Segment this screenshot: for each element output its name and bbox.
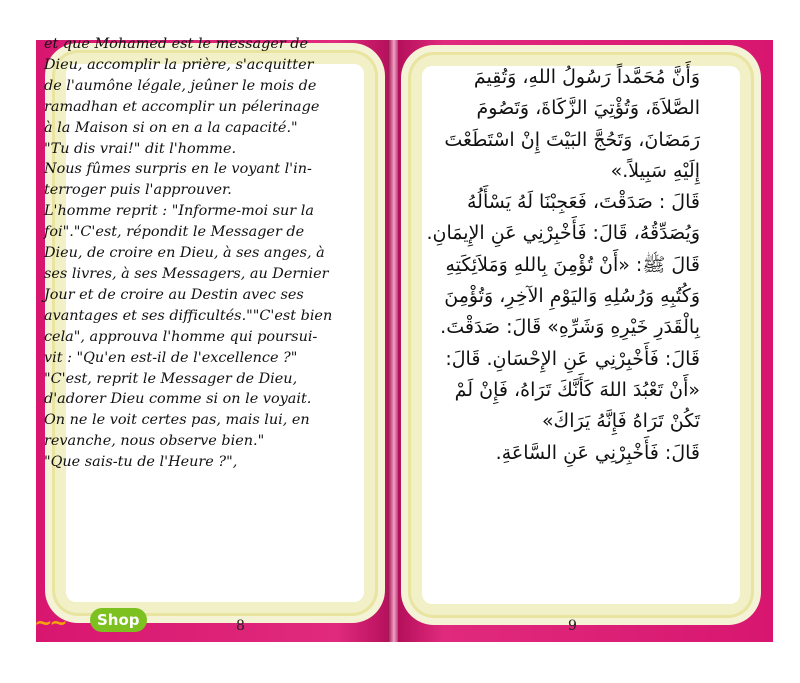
french-line: Nous fûmes surpris en le voyant l'in-: [44, 161, 312, 178]
french-line: "C'est, reprit le Messager de Dieu,: [44, 370, 298, 387]
french-line: vit : "Qu'en est-il de l'excellence ?": [44, 349, 298, 366]
arabic-line: الصَّلاَةَ، وَتُؤْتِيَ الزَّكَاةَ، وَتَصُومَ: [476, 97, 700, 120]
french-line: à la Maison si on en a la capacité.": [44, 119, 298, 136]
arabic-line: قَالَ : صَدَقْتَ، فَعَجِبْنَا لَهُ يَسْأَلُهُ: [466, 191, 700, 214]
logo-swirl-icon: ~~: [34, 610, 65, 636]
shop-logo: [34, 606, 164, 636]
arabic-line: وَأَنَّ مُحَمَّداً رَسُولُ اللهِ، وَتُقِيمَ: [473, 66, 700, 88]
arabic-text-block: [382, 62, 700, 469]
french-line: ses livres, à ses Messagers, au Dernier: [44, 265, 329, 282]
arabic-line: رَمَضَانَ، وَتَحُجَّ البَيْتَ إِنْ اسْتَطَعْتَ: [444, 128, 700, 151]
french-text-block: [44, 34, 334, 473]
french-line: Dieu, de croire en Dieu, à ses anges, à: [44, 245, 325, 262]
arabic-line: قَالَ: فَأَخْبِرْنِي عَنِ الإِحْسَانِ. قَالَ:: [445, 347, 700, 370]
arabic-line: إِلَيْهِ سَبِيلاً.»: [610, 159, 700, 182]
arabic-line: «أَنْ تَعْبُدَ اللهَ كَأَنَّكَ تَرَاهُ، فَإِنْ لَمْ: [454, 378, 700, 401]
french-line: ramadhan et accomplir un pélerinage: [44, 98, 320, 115]
french-line: terroger puis l'approuver.: [44, 182, 232, 199]
french-line: de l'aumône légale, jeûner le mois de: [44, 77, 317, 94]
arabic-line: قَالَ: فَأَخْبِرْنِي عَنِ السَّاعَةِ.: [495, 441, 700, 464]
arabic-line: وَكُتُبِهِ وَرُسُلِهِ وَاليَوْمِ الآخِرِ، وَتُؤْمِنَ: [444, 285, 700, 308]
french-line: On ne le voit certes pas, mais lui, en: [44, 412, 310, 429]
french-line: "Tu dis vrai!" dit l'homme.: [44, 140, 237, 157]
arabic-line: تَكُنْ تَرَاهُ فَإِنَّهُ يَرَاكَ»: [541, 410, 700, 433]
french-line: L'homme reprit : "Informe-moi sur la: [44, 203, 314, 220]
french-line: Jour et de croire au Destin avec ses: [44, 286, 304, 303]
page-number-left: 8: [236, 618, 245, 634]
french-line: d'adorer Dieu comme si on le voyait.: [44, 391, 312, 408]
shop-logo-label: Shop: [90, 608, 147, 632]
french-line: foi"."C'est, répondit le Messager de: [44, 224, 305, 241]
arabic-line: قَالَ ﷺ: «أَنْ تُؤْمِنَ بِاللهِ وَمَلاَئِكَتِهِ: [445, 253, 700, 276]
french-line: cela", approuva l'homme qui poursui-: [44, 328, 318, 345]
page-number-right: 9: [568, 618, 577, 634]
french-line: "Que sais-tu de l'Heure ?",: [44, 454, 238, 471]
french-line: Dieu, accomplir la prière, s'acquitter: [44, 56, 314, 73]
arabic-line: بِالْقَدَرِ خَيْرِهِ وَشَرِّهِ» قَالَ: صَدَقْتَ.: [440, 316, 700, 339]
arabic-line: وَيُصَدِّقُهُ، قَالَ: فَأَخْبِرْنِي عَنِ الإِيمَانِ.: [426, 222, 700, 245]
french-line: et que Mohamed est le messager de: [44, 36, 309, 52]
french-line: avantages et ses difficultés.""C'est bien: [44, 307, 333, 324]
french-line: revanche, nous observe bien.": [44, 433, 265, 450]
